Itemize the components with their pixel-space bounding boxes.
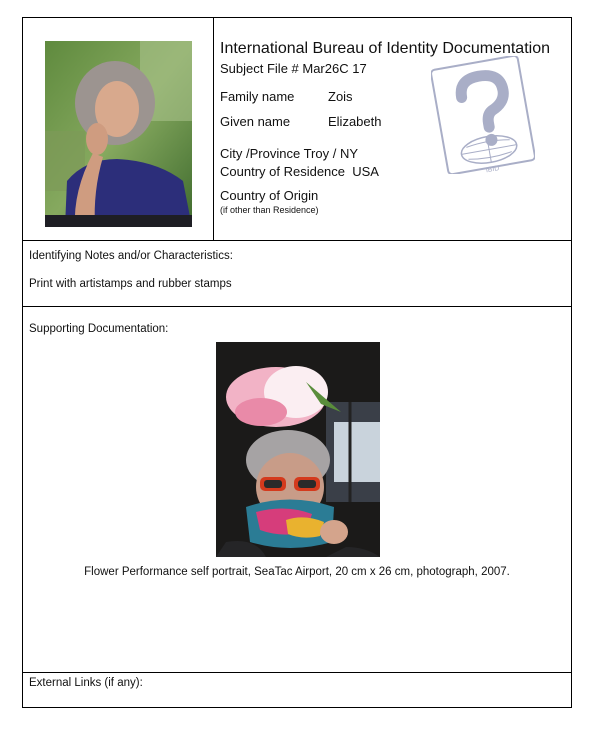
subject-file-number: Subject File # Mar26C 17 bbox=[220, 61, 367, 76]
identity-form bbox=[22, 17, 572, 708]
notes-label: Identifying Notes and/or Characteristics: bbox=[29, 250, 233, 262]
supporting-section bbox=[23, 307, 571, 673]
country-residence-label: Country of Residence bbox=[220, 164, 346, 179]
notes-section bbox=[23, 241, 571, 307]
links-section bbox=[23, 673, 571, 708]
family-name-label: Family name bbox=[220, 89, 295, 104]
header-section bbox=[23, 18, 571, 241]
city-value: Troy / NY bbox=[303, 146, 359, 161]
portrait-photo bbox=[45, 41, 192, 227]
given-name-label: Given name bbox=[220, 114, 291, 129]
flower-performance-photo bbox=[216, 342, 380, 557]
country-residence-value: USA bbox=[352, 164, 379, 179]
photo-caption: Flower Performance self portrait, SeaTac Airport, 20 cm x 26 cm, photograph, 2007. bbox=[84, 566, 510, 578]
country-origin-note: (if other than Residence) bbox=[220, 205, 319, 215]
organization-title: International Bureau of Identity Documentation bbox=[220, 40, 550, 57]
supporting-label: Supporting Documentation: bbox=[29, 323, 169, 335]
svg-text:IBID: IBID bbox=[485, 165, 500, 174]
given-name-value: Elizabeth bbox=[328, 114, 382, 129]
city-label: City /Province bbox=[220, 146, 301, 161]
country-origin-label: Country of Origin bbox=[220, 188, 319, 203]
family-name-value: Zois bbox=[328, 89, 353, 104]
links-label: External Links (if any): bbox=[29, 677, 143, 689]
ibid-stamp-logo bbox=[431, 56, 535, 174]
portrait-cell bbox=[23, 18, 214, 240]
notes-text: Print with artistamps and rubber stamps bbox=[29, 278, 232, 290]
